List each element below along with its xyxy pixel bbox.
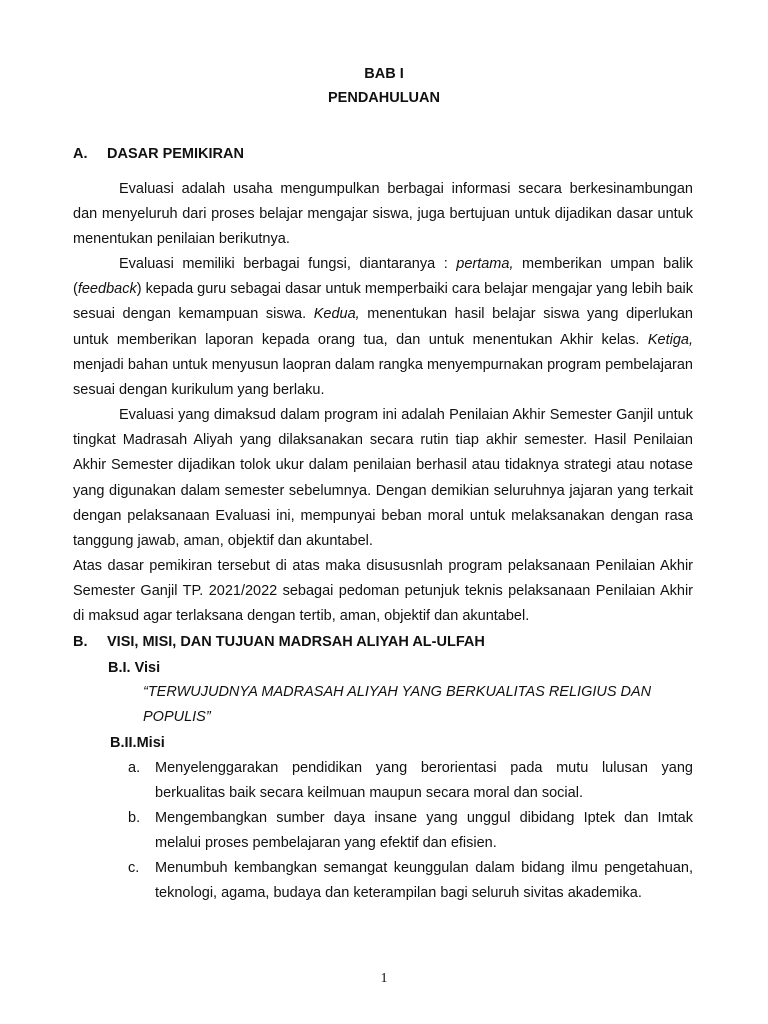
paragraph-3: Evaluasi yang dimaksud dalam program ini adalah Penilaian Akhir Semester Ganjil untuk tingkat Madrasah Aliyah yang dilaksanakan secara rutin tiap akhir semester. Hasil Penilaian Akhir Semester dijadikan tolok ukur dalam penilaian berhasil atau tidaknya strategi atau notase yang digunakan dalam semester sebelumnya. Dengan demikian seluruhnya jajaran yang terkait dengan pelaksanaan Evaluasi ini, mempunyai beban moral untuk melaksanakan dengan rasa tanggung jawab, aman, objektif dan akuntabel. [73, 407, 693, 550]
p2-italic-1: pertama, [456, 256, 514, 272]
section-b-title: VISI, MISI, DAN TUJUAN MADRSAH ALIYAH AL-ULFAH [107, 634, 485, 650]
section-a-title: DASAR PEMIKIRAN [107, 146, 244, 162]
p2-text-4: menentukan hasil belajar siswa yang diperlukan untuk memberikan laporan kepada orang tua, dan untuk menentukan Akhir kelas. [73, 306, 693, 348]
section-a-number: A. [73, 146, 88, 162]
visi-heading: B.I. Visi [108, 660, 161, 676]
p2-text-5: menjadi bahan untuk menyusun laopran dalam rangka menyempurnakan program pembelajaran sesuai dengan kurikulum yang berlaku. [73, 356, 693, 399]
p2-italic-2: feedback [77, 281, 137, 298]
misi-marker: c. [128, 860, 140, 876]
misi-marker: b. [128, 810, 141, 826]
paragraph-2 [73, 252, 693, 403]
misi-text: Menumbuh kembangkan semangat keunggulan dalam bidang ilmu pengetahuan, teknologi, agama, budaya dan keterampilan bagi seluruh sivitas akademika. [155, 860, 693, 902]
p2-text-2: memberikan umpan balik ( [73, 256, 693, 298]
p2-text-3: ) kepada guru sebagai dasar untuk memperbaiki cara belajar mengajar yang lebih baik sesuai dengan kemampuan siswa. [73, 281, 693, 323]
paragraph-4: Atas dasar pemikiran tersebut di atas maka disususnlah program pelaksanaan Penilaian Akhir Semester Ganjil TP. 2021/2022 sebagai pedoman petunjuk teknis pelaksanaan Penilaian Akhir di maksud agar terlaksana dengan tertib, aman, objektif dan akuntabel. [73, 558, 693, 625]
p2-italic-3: Kedua, [313, 306, 360, 323]
chapter-label: BAB I [364, 66, 404, 82]
page-number: 1 [380, 971, 388, 986]
misi-text: Menyelenggarakan pendidikan yang berorientasi pada mutu lulusan yang berkualitas baik secara keilmuan maupun secara moral dan social. [155, 760, 693, 802]
p2-italic-4: Ketiga, [647, 331, 693, 348]
p2-text-1: Evaluasi memiliki berbagai fungsi, diantaranya : [119, 256, 457, 272]
visi-statement: “TERWUJUDNYA MADRASAH ALIYAH YANG BERKUALITAS RELIGIUS DAN POPULIS” [143, 684, 652, 726]
misi-text: Mengembangkan sumber daya insane yang unggul dibidang Iptek dan Imtak melalui proses pembelajaran yang efektif dan efisien. [155, 810, 693, 852]
misi-marker: a. [128, 760, 141, 776]
misi-heading: B.II.Misi [110, 735, 165, 751]
chapter-title: PENDAHULUAN [328, 90, 440, 106]
section-b-number: B. [73, 634, 88, 650]
paragraph-1: Evaluasi adalah usaha mengumpulkan berbagai informasi secara berkesinambungan dan menyeluruh dari proses belajar mengajar siswa, juga bertujuan untuk dijadikan dasar untuk menentukan penilaian berikutnya. [73, 181, 693, 248]
